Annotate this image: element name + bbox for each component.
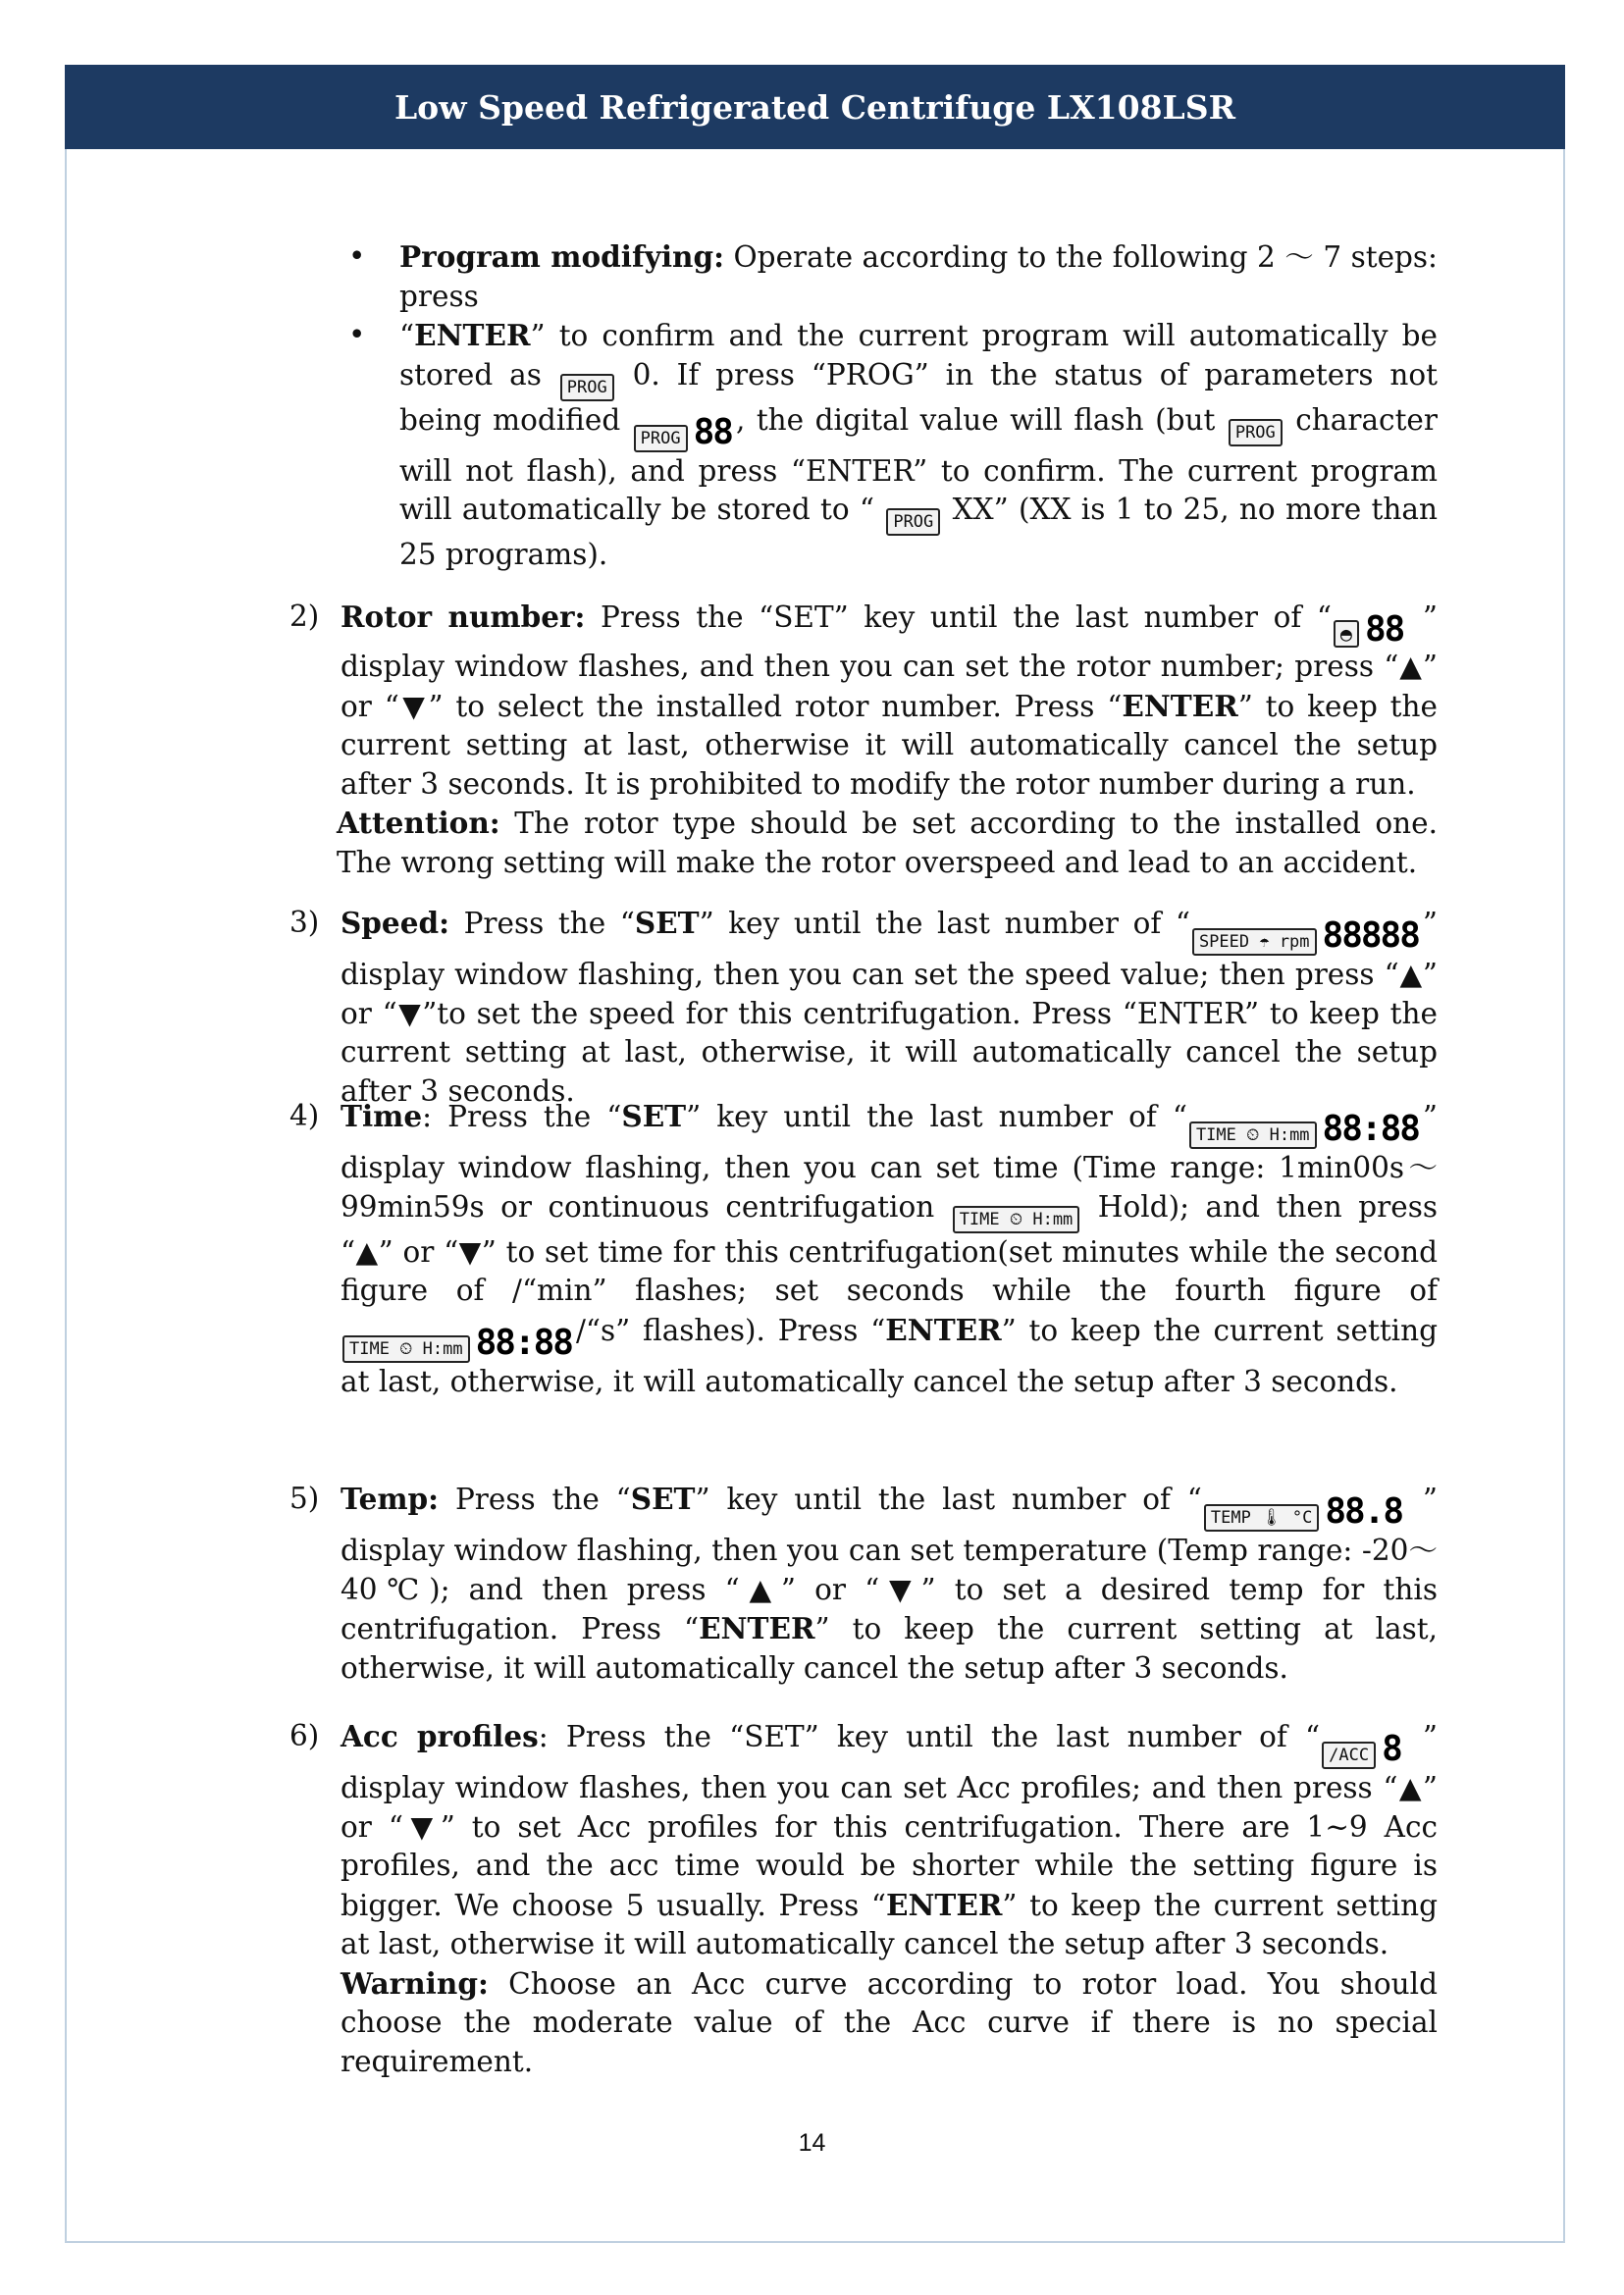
text: 0. If press “PROG” in the status of parameters not being modified	[399, 357, 1438, 437]
text: : Press the “SET” key until the last number of “	[538, 1720, 1321, 1753]
bold-text: SET	[634, 906, 700, 940]
text: ” display window flashing, then you can set temperature (Temp range: -20～40℃); and then press “▲” or “▼” to set a desired temp for this centrifugation. Press “	[341, 1483, 1438, 1645]
section-title: Temp:	[341, 1482, 440, 1516]
text: Press the “	[439, 1483, 631, 1516]
prog-lcd-icon: PROG	[886, 508, 940, 536]
segment-digits: 8	[1382, 1729, 1401, 1769]
text: ” to keep the current setting at last, otherwise, it will automatically cancel the setup after 3 seconds.	[341, 1612, 1438, 1685]
rotor-lcd-icon	[1332, 604, 1407, 648]
text: Hold); and then press “▲” or “▼” to set time for this centrifugation(set minutes while the second figure of /“min” flashes; set seconds while the fourth figure of	[341, 1189, 1438, 1307]
text: Press the “	[449, 907, 635, 940]
text: “	[399, 319, 415, 352]
text: ” display window flashing, then you can set the speed value; then press “▲” or “▼”to set the speed for this centrifugation. Press “ENTER” to keep the current setting at last, otherwise, it will automatically cancel the setup after 3 seconds.	[341, 907, 1438, 1108]
warning-label: Warning:	[341, 1965, 489, 2001]
section-title: Rotor number:	[341, 600, 586, 634]
prog-lcd-icon: PROG	[634, 425, 688, 452]
segment-digits: 88888	[1322, 915, 1419, 956]
section-number: 5)	[289, 1482, 320, 1515]
bold-text: SET	[621, 1099, 687, 1133]
section-temp	[289, 1480, 1438, 1688]
section-number: 3)	[289, 906, 320, 939]
attention-note	[337, 804, 1438, 882]
acc-label-icon: ∕ACC	[1322, 1742, 1376, 1769]
page-header	[65, 65, 1565, 149]
temp-label-icon: TEMP 🌡 °C	[1204, 1504, 1319, 1532]
time-hold-lcd-icon: TIME ⏲ H:mm	[953, 1206, 1080, 1233]
warning-note	[341, 1964, 1438, 2082]
bullet-list	[348, 237, 1438, 575]
bold-text: ENTER	[414, 318, 531, 352]
text: ” display window flashes, and then you can set the rotor number; press “▲” or “▼” to select the installed rotor number. Press “	[341, 600, 1438, 723]
temp-lcd-icon	[1202, 1487, 1406, 1532]
speed-label-icon: SPEED ☂ rpm	[1192, 928, 1317, 956]
text: character will not flash), and press “ENTER” to confirm. The current program will automatically be stored to “	[399, 402, 1438, 526]
text: ” to keep the current setting at last, otherwise it will automatically cancel the setup after 3 seconds. It is prohibited to modify the rotor number during a run.	[341, 689, 1438, 801]
section-title: Time	[341, 1099, 423, 1133]
speed-lcd-icon	[1190, 911, 1423, 956]
segment-digits: 88:88	[475, 1322, 572, 1363]
bullet-heading: Program modifying:	[399, 239, 725, 274]
bullet-dot-icon: •	[348, 318, 366, 351]
time-lcd-icon	[1187, 1104, 1423, 1149]
bold-text: ENTER	[1122, 688, 1238, 723]
acc-lcd-icon	[1320, 1724, 1405, 1769]
section-title: Acc profiles	[341, 1719, 539, 1753]
bullet-item-program-modifying	[348, 237, 1438, 316]
section-rotor-number	[289, 598, 1438, 882]
bold-text: ENTER	[885, 1887, 1003, 1922]
bold-text: ENTER	[699, 1611, 815, 1645]
bold-text: SET	[630, 1482, 696, 1516]
section-speed	[289, 904, 1438, 1111]
text: /“s” flashes). Press “	[575, 1313, 886, 1347]
text: Choose an Acc curve according to rotor load. You should choose the moderate value of the Acc curve if there is no special requirement.	[341, 1966, 1438, 2078]
page-number: 14	[798, 2129, 826, 2157]
bullet-dot-icon: •	[348, 239, 366, 273]
bullet-text: Operate according to the following 2 ～ 7 steps: press	[399, 240, 1438, 313]
bullet-item-enter	[348, 316, 1438, 575]
time-label-icon: TIME ⏲ H:mm	[1189, 1121, 1317, 1149]
text: ” to confirm and the current program will automatically be stored as	[399, 319, 1438, 391]
text: ” display window flashes, then you can set Acc profiles; and then press “▲” or “▼” to set Acc profiles for this centrifugation. There are 1~9 Acc profiles, and the acc time would be shorter while the setting figure is bigger. We choose 5 usually. Press “	[341, 1720, 1438, 1922]
section-number: 2)	[289, 600, 320, 633]
text: XX” (XX is 1 to 25, no more than 25 programs).	[399, 493, 1438, 571]
section-acc-profiles	[289, 1717, 1438, 2081]
segment-digits: 88	[1364, 609, 1404, 650]
text: , the digital value will flash (but	[735, 402, 1227, 437]
segment-digits: 88.8	[1325, 1491, 1403, 1532]
segment-digits: 88	[693, 411, 732, 452]
header-title: Low Speed Refrigerated Centrifuge LX108LSR	[393, 87, 1236, 127]
section-time	[289, 1097, 1438, 1401]
text: The rotor type should be set according to the installed one. The wrong setting will make the rotor overspeed and lead to an accident.	[337, 807, 1438, 879]
text: Press the “SET” key until the last number of “	[585, 600, 1332, 634]
rotor-icon: ◓	[1334, 620, 1359, 648]
section-title: Speed:	[341, 906, 449, 940]
text: ” key until the last number of “	[699, 907, 1190, 940]
time-label-icon: TIME ⏲ H:mm	[342, 1335, 470, 1363]
prog-lcd-icon: PROG	[1229, 419, 1283, 446]
text: ” key until the last number of “	[686, 1100, 1187, 1133]
section-number: 6)	[289, 1719, 320, 1752]
section-number: 4)	[289, 1099, 320, 1132]
time-lcd-icon	[341, 1318, 576, 1363]
text: : Press the “	[422, 1100, 622, 1133]
attention-label: Attention:	[337, 806, 500, 840]
prog-88-lcd-icon	[632, 407, 736, 452]
text: ” display window flashing, then you can set time (Time range: 1min00s～99min59s or continuous centrifugation	[341, 1100, 1439, 1224]
segment-digits: 88:88	[1322, 1109, 1419, 1149]
bold-text: ENTER	[885, 1312, 1002, 1347]
text: ” to keep the current setting at last, otherwise it will automatically cancel the setup after 3 seconds.	[341, 1888, 1438, 1960]
text: ” to keep the current setting at last, otherwise, it will automatically cancel the setup after 3 seconds.	[341, 1313, 1438, 1398]
text: ” key until the last number of “	[695, 1483, 1202, 1516]
prog-lcd-icon: PROG	[560, 374, 614, 401]
